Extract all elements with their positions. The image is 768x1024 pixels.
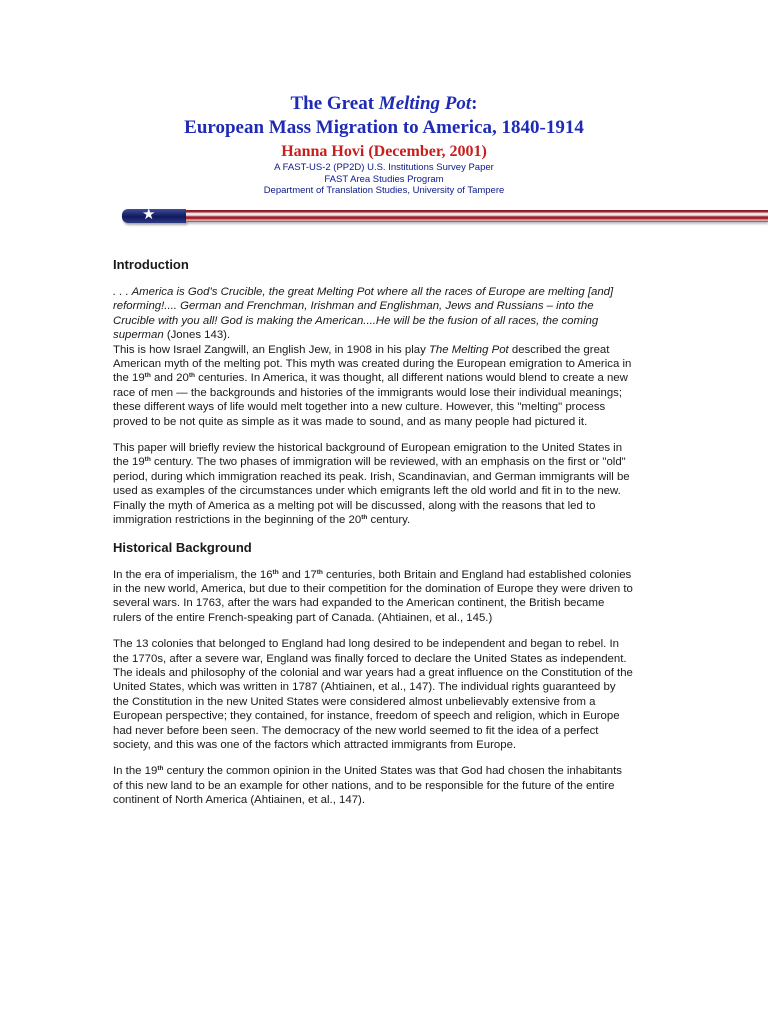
text-run: This paper will briefly review the historical background of European emigration to the United States in the 19 <box>113 442 623 469</box>
flag-stripes <box>186 210 768 222</box>
text-run: century. The two phases of immigration will be reviewed, with an emphasis on the first or "old" period, during which immigration reached its peak. Irish, Scandinavian, and German immigrants will be used as examples of the circumstances under which emigrants left the old world and fit in to the new. Finally the myth of America as a melting pot will be discussed, along with the reasons that led to immigration restrictions in the beginning of the 20 <box>113 456 630 527</box>
ordinal-suffix: th <box>272 568 279 576</box>
title-italic: Melting Pot <box>378 93 472 114</box>
ordinal-suffix: th <box>157 765 164 773</box>
star-icon: ★ <box>142 206 156 223</box>
ordinal-suffix: th <box>361 514 368 522</box>
title-prefix: The Great <box>290 93 379 114</box>
background-paragraph-2: The 13 colonies that belonged to England had long desired to be independent and began to rebel. In the 1770s, after a severe war, England was finally forced to declare the United States as independent. The ideals and philosophy of the colonial and war years had a great influence on the Constitution of the United States, which was written in 1787 (Ahtiainen, et al., 147). The individual rights guaranteed by the Constitution in the new United States were considered almost unbelievably extensive from a European perspective; they contained, for instance, freedom of speech and religion, which in Europe had never before been seen. The democracy of the new world seemed to fit the idea of a perfect society, and this was one of the factors which attracted immigrants from Europe. <box>113 638 633 751</box>
text-run: In the 19 <box>113 765 158 778</box>
document-header <box>0 92 768 197</box>
play-title: The Melting Pot <box>428 343 509 356</box>
background-heading: Historical Background <box>113 539 252 555</box>
quote-citation: (Jones 143). <box>163 329 231 342</box>
text-run: century the common opinion in the United States was that God had chosen the inhabitants of this new land to be an example for other nations, and to be responsible for the future of the entire continent of North America (Ahtiainen, et al., 147). <box>113 765 622 807</box>
text-run: centuries. In America, it was thought, all different nations would blend to create a new race of men — the backgrounds and histories of the immigrants would lose their individual meanings; these different ways of life would melt together into a new culture. However, this "melting" process proved to be not quite as simple as it was made to sound, and as many people had pictured it. <box>113 372 628 428</box>
subtitle-program: FAST Area Studies Program <box>324 173 444 185</box>
introduction-heading: Introduction <box>113 257 189 272</box>
introduction-paragraph-1 <box>113 343 633 429</box>
text-run: This is how Israel Zangwill, an English Jew, in 1908 in his play <box>113 343 429 356</box>
text-run: and 17 <box>278 568 317 581</box>
title-suffix: : <box>471 93 478 114</box>
introduction-paragraph-2 <box>113 441 633 527</box>
title-line-2: European Mass Migration to America, 1840-1914 <box>184 117 584 138</box>
subtitle-survey: A FAST-US-2 (PP2D) U.S. Institutions Survey Paper <box>274 162 494 173</box>
ordinal-suffix: th <box>144 372 151 380</box>
text-run: described the great American myth of the melting pot. This myth was created during the European emigration to America in the 19 <box>113 343 632 385</box>
subtitle-department: Department of Translation Studies, University of Tampere <box>263 185 505 196</box>
text-run: In the era of imperialism, the 16 <box>113 568 273 581</box>
introduction-quote-paragraph <box>113 285 633 343</box>
title-line-1 <box>0 92 768 116</box>
text-run: and 20 <box>150 372 189 385</box>
background-paragraph-1 <box>113 568 633 626</box>
ordinal-suffix: th <box>144 456 151 464</box>
document-body <box>113 256 633 808</box>
flag-canton <box>122 206 186 223</box>
text-run: centuries, both Britain and England had established colonies in the new world, America, but due to their competition for the domination of Europe they were driven to several wars. In 1763, after the wars had expanded to the American continent, the British became rulers of the entire French-speaking part of Canada. (Ahtiainen, et al., 145.) <box>113 568 633 624</box>
zangwill-quote: . . . America is God’s Crucible, the great Melting Pot where all the races of Europe are melting [and] reforming!.... German and Frenchman, Irishman and Englishman, Jews and Russians – into the Crucible with you all! God is making the American....He will be the fusion of all races, the coming superman <box>113 286 614 342</box>
ordinal-suffix: th <box>316 568 323 576</box>
text-run: century. <box>367 514 411 527</box>
flag-divider <box>122 206 768 223</box>
author-line: Hanna Hovi (December, 2001) <box>281 143 487 160</box>
background-paragraph-3 <box>113 764 633 807</box>
ordinal-suffix: th <box>188 372 195 380</box>
